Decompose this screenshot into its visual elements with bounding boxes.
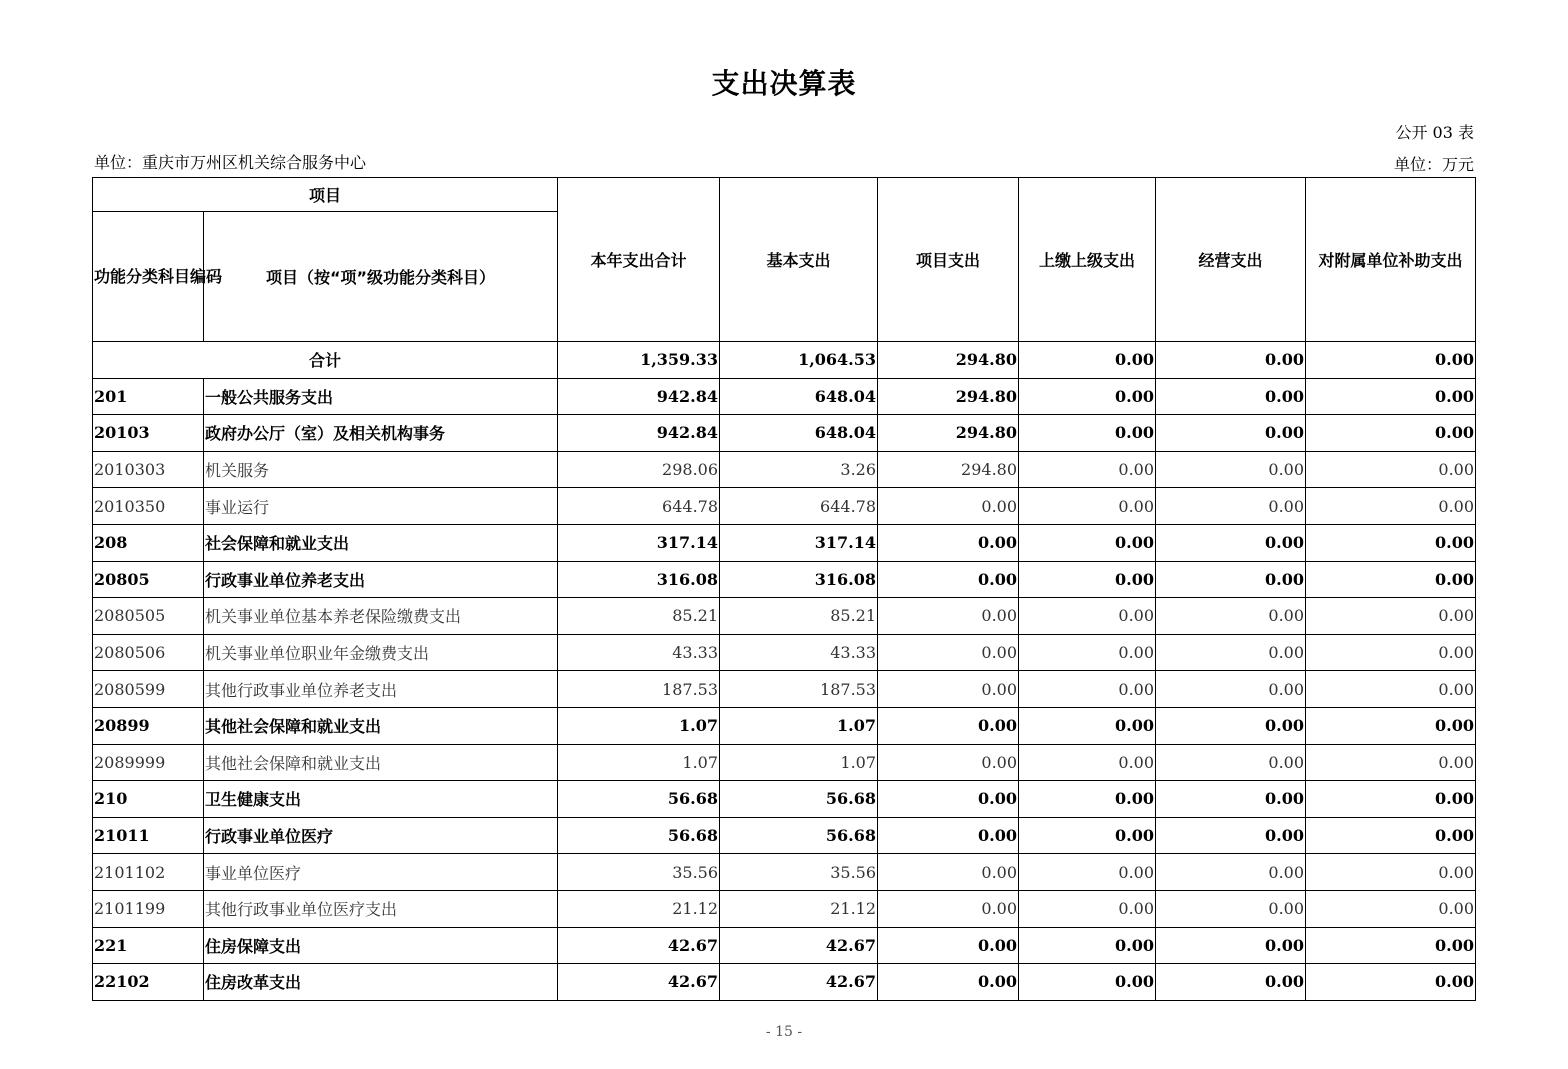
amount-cell: 3.26	[720, 451, 878, 488]
amount-cell: 0.00	[1156, 671, 1306, 708]
amount-cell: 187.53	[720, 671, 878, 708]
reporting-unit: 单位：重庆市万州区机关综合服务中心	[94, 153, 367, 172]
item-name-cell: 行政事业单位养老支出	[204, 561, 558, 598]
amount-cell: 1.07	[720, 707, 878, 744]
function-code-cell: 20805	[93, 561, 204, 598]
amount-cell: 42.67	[720, 927, 878, 964]
total-value: 0.00	[1306, 342, 1476, 379]
amount-cell: 648.04	[720, 378, 878, 415]
amount-cell: 0.00	[1306, 561, 1476, 598]
amount-cell: 0.00	[878, 927, 1019, 964]
amount-cell: 43.33	[558, 634, 720, 671]
header-operating-expenditure: 经营支出	[1156, 178, 1306, 342]
amount-cell: 0.00	[1019, 598, 1156, 635]
amount-cell: 294.80	[878, 451, 1019, 488]
function-code-cell: 20103	[93, 415, 204, 452]
amount-cell: 942.84	[558, 415, 720, 452]
amount-cell: 0.00	[1019, 854, 1156, 891]
function-code-cell: 20899	[93, 707, 204, 744]
amount-cell: 0.00	[1019, 451, 1156, 488]
amount-cell: 0.00	[1156, 451, 1306, 488]
amount-cell: 0.00	[1019, 671, 1156, 708]
header-item-name: 项目（按“项”级功能分类科目）	[204, 212, 558, 342]
table-row	[93, 598, 1476, 635]
amount-cell: 0.00	[1019, 890, 1156, 927]
amount-cell: 0.00	[1019, 378, 1156, 415]
amount-cell: 0.00	[1306, 854, 1476, 891]
currency-unit: 单位：万元	[1393, 155, 1474, 174]
amount-cell: 0.00	[1019, 634, 1156, 671]
amount-cell: 0.00	[1306, 598, 1476, 635]
table-row	[93, 561, 1476, 598]
header-subsidy-affiliates: 对附属单位补助支出	[1306, 178, 1476, 342]
item-name-cell: 其他行政事业单位医疗支出	[204, 890, 558, 927]
amount-cell: 0.00	[878, 561, 1019, 598]
amount-cell: 648.04	[720, 415, 878, 452]
amount-cell: 294.80	[878, 378, 1019, 415]
table-row	[93, 890, 1476, 927]
function-code-cell: 2080599	[93, 671, 204, 708]
amount-cell: 0.00	[878, 707, 1019, 744]
table-row	[93, 964, 1476, 1001]
amount-cell: 0.00	[1019, 781, 1156, 818]
amount-cell: 0.00	[1306, 890, 1476, 927]
amount-cell: 0.00	[878, 890, 1019, 927]
table-row	[93, 781, 1476, 818]
function-code-cell: 2010350	[93, 488, 204, 525]
amount-cell: 56.68	[720, 817, 878, 854]
amount-cell: 0.00	[1156, 634, 1306, 671]
table-row	[93, 817, 1476, 854]
amount-cell: 21.12	[558, 890, 720, 927]
amount-cell: 42.67	[720, 964, 878, 1001]
amount-cell: 0.00	[878, 744, 1019, 781]
amount-cell: 0.00	[1156, 524, 1306, 561]
function-code-cell: 2089999	[93, 744, 204, 781]
amount-cell: 0.00	[1019, 707, 1156, 744]
amount-cell: 0.00	[1019, 927, 1156, 964]
item-name-cell: 事业运行	[204, 488, 558, 525]
amount-cell: 0.00	[1306, 378, 1476, 415]
amount-cell: 0.00	[1306, 781, 1476, 818]
amount-cell: 0.00	[1019, 488, 1156, 525]
item-name-cell: 机关事业单位职业年金缴费支出	[204, 634, 558, 671]
item-name-cell: 社会保障和就业支出	[204, 524, 558, 561]
amount-cell: 0.00	[878, 524, 1019, 561]
header-function-code: 功能分类科目编码	[93, 212, 204, 342]
amount-cell: 0.00	[1306, 927, 1476, 964]
total-label: 合计	[93, 342, 558, 379]
amount-cell: 0.00	[878, 598, 1019, 635]
amount-cell: 0.00	[1306, 415, 1476, 452]
amount-cell: 187.53	[558, 671, 720, 708]
amount-cell: 56.68	[558, 781, 720, 818]
header-basic-expenditure: 基本支出	[720, 178, 878, 342]
header-item: 项目	[93, 178, 558, 212]
item-name-cell: 事业单位医疗	[204, 854, 558, 891]
table-row	[93, 524, 1476, 561]
item-name-cell: 机关服务	[204, 451, 558, 488]
amount-cell: 0.00	[1019, 964, 1156, 1001]
item-name-cell: 其他行政事业单位养老支出	[204, 671, 558, 708]
function-code-cell: 2101102	[93, 854, 204, 891]
amount-cell: 0.00	[1156, 378, 1306, 415]
item-name-cell: 住房保障支出	[204, 927, 558, 964]
function-code-cell: 2010303	[93, 451, 204, 488]
table-row	[93, 927, 1476, 964]
expenditure-table	[92, 177, 1476, 1001]
amount-cell: 0.00	[1019, 524, 1156, 561]
amount-cell: 21.12	[720, 890, 878, 927]
amount-cell: 0.00	[878, 634, 1019, 671]
amount-cell: 56.68	[720, 781, 878, 818]
function-code-cell: 210	[93, 781, 204, 818]
amount-cell: 316.08	[720, 561, 878, 598]
item-name-cell: 其他社会保障和就业支出	[204, 707, 558, 744]
amount-cell: 0.00	[1019, 744, 1156, 781]
function-code-cell: 21011	[93, 817, 204, 854]
function-code-cell: 22102	[93, 964, 204, 1001]
table-row	[93, 744, 1476, 781]
amount-cell: 0.00	[1019, 415, 1156, 452]
amount-cell: 0.00	[1156, 415, 1306, 452]
amount-cell: 0.00	[1306, 817, 1476, 854]
amount-cell: 0.00	[878, 964, 1019, 1001]
table-row	[93, 488, 1476, 525]
document-title: 支出决算表	[711, 67, 857, 100]
total-value: 0.00	[1156, 342, 1306, 379]
function-code-cell: 2080505	[93, 598, 204, 635]
item-name-cell: 政府办公厅（室）及相关机构事务	[204, 415, 558, 452]
item-name-cell: 行政事业单位医疗	[204, 817, 558, 854]
function-code-cell: 208	[93, 524, 204, 561]
amount-cell: 85.21	[558, 598, 720, 635]
amount-cell: 942.84	[558, 378, 720, 415]
amount-cell: 0.00	[1019, 817, 1156, 854]
table-row	[93, 671, 1476, 708]
header-project-expenditure: 项目支出	[878, 178, 1019, 342]
amount-cell: 85.21	[720, 598, 878, 635]
amount-cell: 1.07	[558, 707, 720, 744]
amount-cell: 0.00	[1156, 854, 1306, 891]
item-name-cell: 卫生健康支出	[204, 781, 558, 818]
amount-cell: 0.00	[1156, 744, 1306, 781]
form-number: 公开 03 表	[1395, 123, 1474, 142]
table-row	[93, 707, 1476, 744]
amount-cell: 42.67	[558, 964, 720, 1001]
amount-cell: 43.33	[720, 634, 878, 671]
amount-cell: 317.14	[720, 524, 878, 561]
amount-cell: 0.00	[1019, 561, 1156, 598]
amount-cell: 0.00	[1306, 671, 1476, 708]
amount-cell: 0.00	[1156, 890, 1306, 927]
header-total-expenditure: 本年支出合计	[558, 178, 720, 342]
amount-cell: 0.00	[878, 817, 1019, 854]
table-row	[93, 451, 1476, 488]
amount-cell: 56.68	[558, 817, 720, 854]
amount-cell: 644.78	[720, 488, 878, 525]
amount-cell: 35.56	[720, 854, 878, 891]
function-code-cell: 2101199	[93, 890, 204, 927]
amount-cell: 0.00	[1156, 561, 1306, 598]
item-name-cell: 一般公共服务支出	[204, 378, 558, 415]
item-name-cell: 机关事业单位基本养老保险缴费支出	[204, 598, 558, 635]
amount-cell: 0.00	[1306, 634, 1476, 671]
table-row	[93, 634, 1476, 671]
amount-cell: 0.00	[1156, 927, 1306, 964]
amount-cell: 317.14	[558, 524, 720, 561]
table-row	[93, 378, 1476, 415]
amount-cell: 1.07	[558, 744, 720, 781]
page-number: - 15 -	[765, 1024, 803, 1040]
item-name-cell: 其他社会保障和就业支出	[204, 744, 558, 781]
function-code-cell: 221	[93, 927, 204, 964]
amount-cell: 644.78	[558, 488, 720, 525]
amount-cell: 42.67	[558, 927, 720, 964]
table-row	[93, 854, 1476, 891]
amount-cell: 0.00	[1156, 707, 1306, 744]
amount-cell: 0.00	[878, 671, 1019, 708]
amount-cell: 316.08	[558, 561, 720, 598]
amount-cell: 0.00	[1156, 598, 1306, 635]
amount-cell: 0.00	[1306, 451, 1476, 488]
amount-cell: 298.06	[558, 451, 720, 488]
function-code-cell: 2080506	[93, 634, 204, 671]
amount-cell: 0.00	[1306, 707, 1476, 744]
amount-cell: 294.80	[878, 415, 1019, 452]
amount-cell: 0.00	[1156, 488, 1306, 525]
total-row	[93, 342, 1476, 379]
amount-cell: 0.00	[1306, 964, 1476, 1001]
amount-cell: 0.00	[878, 781, 1019, 818]
header-remit-superior: 上缴上级支出	[1019, 178, 1156, 342]
amount-cell: 0.00	[1306, 488, 1476, 525]
function-code-cell: 201	[93, 378, 204, 415]
table-row	[93, 415, 1476, 452]
total-value: 1,359.33	[558, 342, 720, 379]
total-value: 0.00	[1019, 342, 1156, 379]
total-value: 294.80	[878, 342, 1019, 379]
amount-cell: 0.00	[878, 488, 1019, 525]
total-value: 1,064.53	[720, 342, 878, 379]
amount-cell: 0.00	[1306, 524, 1476, 561]
amount-cell: 1.07	[720, 744, 878, 781]
amount-cell: 0.00	[1156, 964, 1306, 1001]
amount-cell: 0.00	[878, 854, 1019, 891]
item-name-cell: 住房改革支出	[204, 964, 558, 1001]
amount-cell: 35.56	[558, 854, 720, 891]
amount-cell: 0.00	[1306, 744, 1476, 781]
amount-cell: 0.00	[1156, 781, 1306, 818]
amount-cell: 0.00	[1156, 817, 1306, 854]
